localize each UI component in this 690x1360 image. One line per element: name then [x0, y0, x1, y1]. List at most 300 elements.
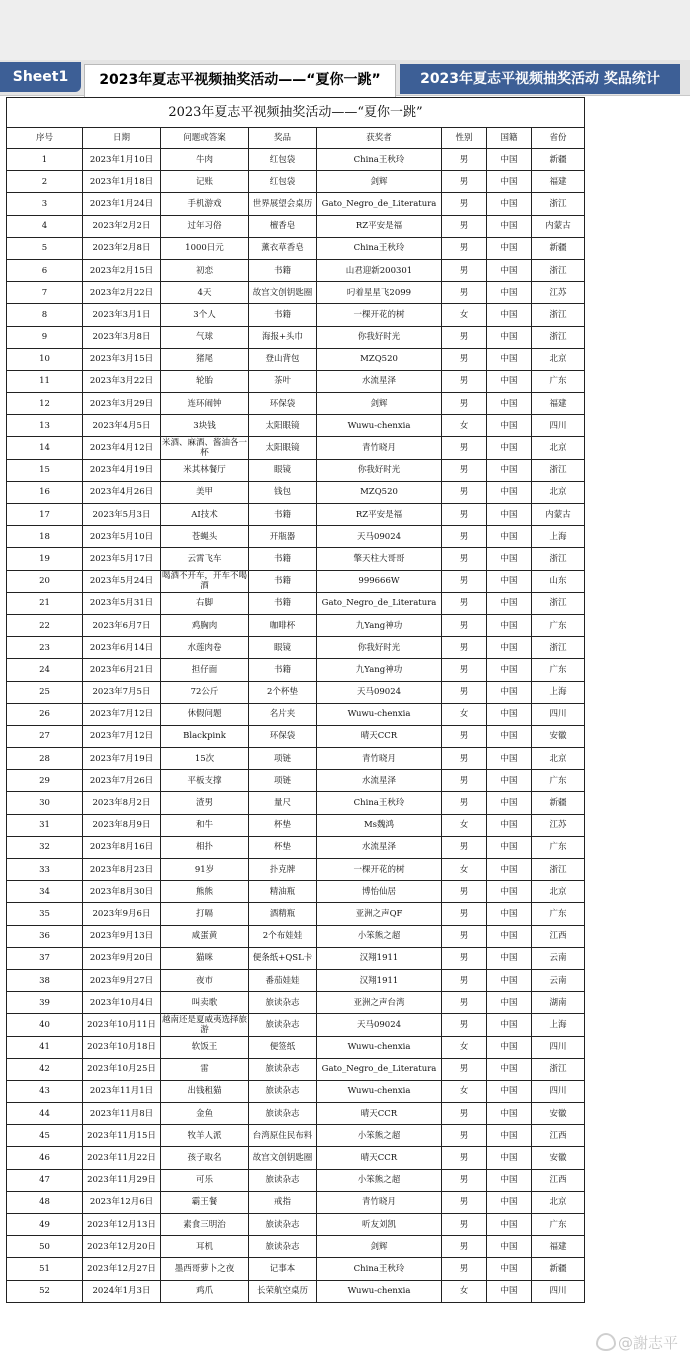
cell-date[interactable]: 2023年5月31日 [83, 592, 161, 614]
cell-prize[interactable]: 檀香皂 [249, 215, 317, 237]
cell-prize[interactable]: 海报+头巾 [249, 326, 317, 348]
cell-index[interactable]: 12 [7, 393, 83, 415]
cell-gender[interactable]: 女 [442, 415, 487, 437]
cell-question[interactable]: 3个人 [161, 304, 249, 326]
cell-gender[interactable]: 男 [442, 282, 487, 304]
cell-date[interactable]: 2023年1月18日 [83, 171, 161, 193]
cell-gender[interactable]: 男 [442, 548, 487, 570]
cell-winner[interactable]: 叼着星星飞2099 [317, 282, 442, 304]
cell-date[interactable]: 2023年8月30日 [83, 881, 161, 903]
cell-gender[interactable]: 男 [442, 570, 487, 592]
cell-prize[interactable]: 太阳眼镜 [249, 437, 317, 459]
cell-winner[interactable]: 亚洲之声台湾 [317, 992, 442, 1014]
cell-nationality[interactable]: 中国 [487, 437, 532, 459]
cell-nationality[interactable]: 中国 [487, 1125, 532, 1147]
cell-winner[interactable]: 天马09024 [317, 1014, 442, 1036]
cell-gender[interactable]: 男 [442, 1103, 487, 1125]
cell-index[interactable]: 47 [7, 1169, 83, 1191]
cell-index[interactable]: 28 [7, 748, 83, 770]
cell-index[interactable]: 40 [7, 1014, 83, 1036]
cell-province[interactable]: 广东 [532, 659, 585, 681]
cell-prize[interactable]: 杯垫 [249, 814, 317, 836]
cell-date[interactable]: 2023年10月11日 [83, 1014, 161, 1036]
cell-date[interactable]: 2023年2月15日 [83, 259, 161, 281]
cell-index[interactable]: 16 [7, 481, 83, 503]
cell-date[interactable]: 2023年5月10日 [83, 526, 161, 548]
cell-date[interactable]: 2023年11月8日 [83, 1103, 161, 1125]
cell-nationality[interactable]: 中国 [487, 149, 532, 171]
cell-question[interactable]: 初恋 [161, 259, 249, 281]
cell-question[interactable]: 鸡胸肉 [161, 614, 249, 636]
tab-sheet1[interactable]: Sheet1 [0, 62, 81, 92]
cell-gender[interactable]: 男 [442, 326, 487, 348]
cell-prize[interactable]: 咖啡杯 [249, 614, 317, 636]
cell-gender[interactable]: 男 [442, 504, 487, 526]
cell-question[interactable]: 牛肉 [161, 149, 249, 171]
cell-question[interactable]: 右脚 [161, 592, 249, 614]
cell-index[interactable]: 8 [7, 304, 83, 326]
cell-nationality[interactable]: 中国 [487, 393, 532, 415]
cell-winner[interactable]: 水流星泽 [317, 770, 442, 792]
cell-index[interactable]: 49 [7, 1214, 83, 1236]
cell-prize[interactable]: 2个布娃娃 [249, 925, 317, 947]
cell-question[interactable]: 72公斤 [161, 681, 249, 703]
cell-date[interactable]: 2023年10月4日 [83, 992, 161, 1014]
cell-winner[interactable]: 晴天CCR [317, 1147, 442, 1169]
cell-index[interactable]: 29 [7, 770, 83, 792]
cell-index[interactable]: 42 [7, 1058, 83, 1080]
cell-gender[interactable]: 男 [442, 992, 487, 1014]
cell-question[interactable]: 喝酒不开车，开车不喝酒 [162, 571, 248, 592]
cell-nationality[interactable]: 中国 [487, 1058, 532, 1080]
cell-nationality[interactable]: 中国 [487, 703, 532, 725]
cell-nationality[interactable]: 中国 [487, 259, 532, 281]
cell-question[interactable]: 15次 [161, 748, 249, 770]
cell-prize[interactable]: 书籍 [249, 659, 317, 681]
cell-gender[interactable]: 男 [442, 1169, 487, 1191]
cell-prize[interactable]: 红包袋 [249, 171, 317, 193]
cell-winner[interactable]: RZ平安是福 [317, 504, 442, 526]
cell-nationality[interactable]: 中国 [487, 992, 532, 1014]
cell-nationality[interactable]: 中国 [487, 548, 532, 570]
cell-index[interactable]: 24 [7, 659, 83, 681]
cell-index[interactable]: 48 [7, 1191, 83, 1213]
cell-province[interactable]: 北京 [532, 1191, 585, 1213]
cell-gender[interactable]: 男 [442, 659, 487, 681]
cell-province[interactable]: 安徽 [532, 1147, 585, 1169]
cell-gender[interactable]: 男 [442, 193, 487, 215]
cell-index[interactable]: 38 [7, 969, 83, 991]
cell-gender[interactable]: 男 [442, 1058, 487, 1080]
cell-winner[interactable]: 九Yang神功 [317, 614, 442, 636]
cell-province[interactable]: 新疆 [532, 792, 585, 814]
cell-gender[interactable]: 男 [442, 348, 487, 370]
cell-date[interactable]: 2023年4月5日 [83, 415, 161, 437]
cell-province[interactable]: 四川 [532, 415, 585, 437]
cell-date[interactable]: 2023年12月27日 [83, 1258, 161, 1280]
cell-prize[interactable]: 钱包 [249, 481, 317, 503]
cell-province[interactable]: 北京 [532, 748, 585, 770]
cell-gender[interactable]: 女 [442, 1280, 487, 1302]
cell-winner[interactable]: Wuwu-chenxia [317, 703, 442, 725]
cell-nationality[interactable]: 中国 [487, 237, 532, 259]
cell-date[interactable]: 2023年9月6日 [83, 903, 161, 925]
cell-index[interactable]: 35 [7, 903, 83, 925]
tab-prize-statistics[interactable]: 2023年夏志平视频抽奖活动 奖品统计 [400, 64, 680, 94]
cell-date[interactable]: 2023年5月3日 [83, 504, 161, 526]
cell-question[interactable]: Blackpink [161, 725, 249, 747]
cell-question[interactable]: 熊熊 [161, 881, 249, 903]
cell-province[interactable]: 北京 [532, 881, 585, 903]
cell-winner[interactable]: 水流星泽 [317, 836, 442, 858]
cell-question[interactable]: 素食三明治 [161, 1214, 249, 1236]
cell-question[interactable]: 气球 [161, 326, 249, 348]
cell-question[interactable]: 过年习俗 [161, 215, 249, 237]
cell-index[interactable]: 43 [7, 1080, 83, 1102]
cell-winner[interactable]: 亚洲之声QF [317, 903, 442, 925]
cell-gender[interactable]: 男 [442, 437, 487, 459]
cell-prize[interactable]: 书籍 [249, 592, 317, 614]
cell-question[interactable]: 担仔面 [161, 659, 249, 681]
cell-index[interactable]: 50 [7, 1236, 83, 1258]
cell-date[interactable]: 2023年4月12日 [83, 437, 161, 459]
cell-gender[interactable]: 男 [442, 925, 487, 947]
cell-date[interactable]: 2023年11月15日 [83, 1125, 161, 1147]
cell-question[interactable]: 轮胎 [161, 370, 249, 392]
cell-question[interactable]: 出钱租猫 [161, 1080, 249, 1102]
cell-winner[interactable]: Gato_Negro_de_Literatura [317, 1058, 442, 1080]
cell-province[interactable]: 湖南 [532, 992, 585, 1014]
cell-province[interactable]: 广东 [532, 903, 585, 925]
cell-index[interactable]: 5 [7, 237, 83, 259]
cell-province[interactable]: 广东 [532, 836, 585, 858]
cell-province[interactable]: 浙江 [532, 304, 585, 326]
cell-question[interactable]: AI技术 [161, 504, 249, 526]
cell-gender[interactable]: 男 [442, 171, 487, 193]
cell-index[interactable]: 4 [7, 215, 83, 237]
cell-nationality[interactable]: 中国 [487, 814, 532, 836]
cell-winner[interactable]: 擎天柱大哥哥 [317, 548, 442, 570]
cell-date[interactable]: 2023年2月22日 [83, 282, 161, 304]
cell-nationality[interactable]: 中国 [487, 215, 532, 237]
cell-question[interactable]: 夜市 [161, 969, 249, 991]
cell-province[interactable]: 内蒙古 [532, 504, 585, 526]
cell-nationality[interactable]: 中国 [487, 1280, 532, 1302]
cell-nationality[interactable]: 中国 [487, 748, 532, 770]
cell-gender[interactable]: 男 [442, 748, 487, 770]
cell-winner[interactable]: 你我好时光 [317, 326, 442, 348]
cell-winner[interactable]: 小笨熊之超 [317, 1125, 442, 1147]
cell-winner[interactable]: 你我好时光 [317, 637, 442, 659]
cell-index[interactable]: 17 [7, 504, 83, 526]
cell-prize[interactable]: 扑克牌 [249, 859, 317, 881]
cell-province[interactable]: 新疆 [532, 1258, 585, 1280]
cell-province[interactable]: 江苏 [532, 814, 585, 836]
cell-winner[interactable]: China王秋玲 [317, 1258, 442, 1280]
cell-winner[interactable]: 小笨熊之超 [317, 925, 442, 947]
cell-province[interactable]: 上海 [532, 526, 585, 548]
cell-date[interactable]: 2023年12月6日 [83, 1191, 161, 1213]
cell-gender[interactable]: 男 [442, 1236, 487, 1258]
cell-province[interactable]: 浙江 [532, 548, 585, 570]
cell-province[interactable]: 江西 [532, 1169, 585, 1191]
cell-prize[interactable]: 环保袋 [249, 725, 317, 747]
cell-question[interactable]: 墨西哥萝卜之夜 [161, 1258, 249, 1280]
cell-province[interactable]: 山东 [532, 570, 585, 592]
cell-nationality[interactable]: 中国 [487, 282, 532, 304]
cell-prize[interactable]: 旅读杂志 [249, 1014, 317, 1036]
cell-prize[interactable]: 旅读杂志 [249, 1169, 317, 1191]
cell-date[interactable]: 2023年11月1日 [83, 1080, 161, 1102]
cell-nationality[interactable]: 中国 [487, 526, 532, 548]
cell-gender[interactable]: 男 [442, 526, 487, 548]
cell-winner[interactable]: 天马09024 [317, 526, 442, 548]
cell-date[interactable]: 2023年8月16日 [83, 836, 161, 858]
cell-prize[interactable]: 故宫文创钥匙圈 [249, 1147, 317, 1169]
cell-winner[interactable]: Wuwu-chenxia [317, 1080, 442, 1102]
cell-winner[interactable]: Ms魏鸿 [317, 814, 442, 836]
cell-question[interactable]: 鸡爪 [161, 1280, 249, 1302]
cell-province[interactable]: 福建 [532, 1236, 585, 1258]
cell-prize[interactable]: 量尺 [249, 792, 317, 814]
cell-date[interactable]: 2023年7月26日 [83, 770, 161, 792]
cell-nationality[interactable]: 中国 [487, 1191, 532, 1213]
cell-date[interactable]: 2023年5月24日 [83, 570, 161, 592]
cell-prize[interactable]: 眼镜 [249, 637, 317, 659]
cell-prize[interactable]: 茶叶 [249, 370, 317, 392]
cell-nationality[interactable]: 中国 [487, 947, 532, 969]
cell-index[interactable]: 3 [7, 193, 83, 215]
cell-question[interactable]: 可乐 [161, 1169, 249, 1191]
cell-date[interactable]: 2023年6月21日 [83, 659, 161, 681]
cell-nationality[interactable]: 中国 [487, 1147, 532, 1169]
cell-province[interactable]: 上海 [532, 681, 585, 703]
cell-prize[interactable]: 精油瓶 [249, 881, 317, 903]
cell-gender[interactable]: 男 [442, 1258, 487, 1280]
cell-question[interactable]: 休假问题 [161, 703, 249, 725]
cell-winner[interactable]: Gato_Negro_de_Literatura [317, 193, 442, 215]
cell-question[interactable]: 4天 [161, 282, 249, 304]
cell-index[interactable]: 44 [7, 1103, 83, 1125]
cell-date[interactable]: 2023年4月26日 [83, 481, 161, 503]
cell-gender[interactable]: 男 [442, 237, 487, 259]
cell-gender[interactable]: 男 [442, 1125, 487, 1147]
cell-winner[interactable]: 博怡仙居 [317, 881, 442, 903]
cell-nationality[interactable]: 中国 [487, 836, 532, 858]
cell-question[interactable]: 91岁 [161, 859, 249, 881]
cell-nationality[interactable]: 中国 [487, 370, 532, 392]
cell-prize[interactable]: 杯垫 [249, 836, 317, 858]
cell-nationality[interactable]: 中国 [487, 881, 532, 903]
cell-nationality[interactable]: 中国 [487, 859, 532, 881]
cell-index[interactable]: 19 [7, 548, 83, 570]
cell-prize[interactable]: 长荣航空桌历 [249, 1280, 317, 1302]
cell-date[interactable]: 2023年3月8日 [83, 326, 161, 348]
cell-province[interactable]: 上海 [532, 1014, 585, 1036]
cell-winner[interactable]: 999666W [317, 570, 442, 592]
cell-question[interactable]: 渣男 [161, 792, 249, 814]
cell-index[interactable]: 23 [7, 637, 83, 659]
cell-nationality[interactable]: 中国 [487, 1258, 532, 1280]
cell-question[interactable]: 越南还是夏威夷选择旅游 [162, 1014, 248, 1035]
cell-question[interactable]: 连环闹钟 [161, 393, 249, 415]
cell-index[interactable]: 20 [7, 570, 83, 592]
cell-prize[interactable]: 书籍 [249, 570, 317, 592]
cell-gender[interactable]: 男 [442, 1147, 487, 1169]
cell-nationality[interactable]: 中国 [487, 614, 532, 636]
cell-prize[interactable]: 红包袋 [249, 149, 317, 171]
cell-date[interactable]: 2023年8月9日 [83, 814, 161, 836]
cell-question[interactable]: 雷 [161, 1058, 249, 1080]
cell-gender[interactable]: 男 [442, 259, 487, 281]
cell-province[interactable]: 新疆 [532, 237, 585, 259]
cell-prize[interactable]: 旅读杂志 [249, 1103, 317, 1125]
cell-winner[interactable]: 晴天CCR [317, 1103, 442, 1125]
cell-nationality[interactable]: 中国 [487, 592, 532, 614]
cell-question[interactable]: 咸蛋黄 [161, 925, 249, 947]
cell-province[interactable]: 浙江 [532, 1058, 585, 1080]
cell-index[interactable]: 22 [7, 614, 83, 636]
cell-date[interactable]: 2023年10月18日 [83, 1036, 161, 1058]
cell-nationality[interactable]: 中国 [487, 1080, 532, 1102]
cell-index[interactable]: 27 [7, 725, 83, 747]
cell-winner[interactable]: 九Yang神功 [317, 659, 442, 681]
cell-date[interactable]: 2023年6月7日 [83, 614, 161, 636]
cell-question[interactable]: 孩子取名 [161, 1147, 249, 1169]
cell-winner[interactable]: 一棵开花的树 [317, 304, 442, 326]
cell-prize[interactable]: 番茄娃娃 [249, 969, 317, 991]
cell-date[interactable]: 2023年11月22日 [83, 1147, 161, 1169]
cell-gender[interactable]: 男 [442, 792, 487, 814]
cell-gender[interactable]: 男 [442, 1014, 487, 1036]
cell-date[interactable]: 2023年12月20日 [83, 1236, 161, 1258]
cell-winner[interactable]: 青竹晓月 [317, 748, 442, 770]
cell-index[interactable]: 1 [7, 149, 83, 171]
cell-nationality[interactable]: 中国 [487, 725, 532, 747]
cell-province[interactable]: 四川 [532, 1280, 585, 1302]
cell-question[interactable]: 美甲 [161, 481, 249, 503]
cell-nationality[interactable]: 中国 [487, 681, 532, 703]
cell-prize[interactable]: 书籍 [249, 304, 317, 326]
cell-province[interactable]: 广东 [532, 614, 585, 636]
cell-index[interactable]: 52 [7, 1280, 83, 1302]
cell-gender[interactable]: 男 [442, 947, 487, 969]
cell-province[interactable]: 云南 [532, 969, 585, 991]
cell-province[interactable]: 江西 [532, 925, 585, 947]
cell-prize[interactable]: 旅读杂志 [249, 1058, 317, 1080]
cell-nationality[interactable]: 中国 [487, 348, 532, 370]
cell-question[interactable]: 苍蝇头 [161, 526, 249, 548]
cell-date[interactable]: 2023年7月5日 [83, 681, 161, 703]
cell-winner[interactable]: 汉翔1911 [317, 969, 442, 991]
cell-index[interactable]: 45 [7, 1125, 83, 1147]
cell-winner[interactable]: 天马09024 [317, 681, 442, 703]
cell-winner[interactable]: 青竹晓月 [317, 1191, 442, 1213]
cell-winner[interactable]: 青竹晓月 [317, 437, 442, 459]
cell-question[interactable]: 猪尾 [161, 348, 249, 370]
cell-gender[interactable]: 男 [442, 459, 487, 481]
cell-date[interactable]: 2023年8月23日 [83, 859, 161, 881]
cell-province[interactable]: 内蒙古 [532, 215, 585, 237]
cell-question[interactable]: 耳机 [161, 1236, 249, 1258]
cell-winner[interactable]: Wuwu-chenxia [317, 1036, 442, 1058]
cell-gender[interactable]: 男 [442, 969, 487, 991]
cell-prize[interactable]: 便签纸 [249, 1036, 317, 1058]
cell-prize[interactable]: 开瓶器 [249, 526, 317, 548]
cell-index[interactable]: 32 [7, 836, 83, 858]
cell-prize[interactable]: 世界展望会桌历 [249, 193, 317, 215]
cell-province[interactable]: 江苏 [532, 282, 585, 304]
cell-prize[interactable]: 登山背包 [249, 348, 317, 370]
cell-gender[interactable]: 男 [442, 370, 487, 392]
cell-prize[interactable]: 旅读杂志 [249, 1080, 317, 1102]
cell-province[interactable]: 北京 [532, 348, 585, 370]
cell-nationality[interactable]: 中国 [487, 792, 532, 814]
cell-winner[interactable]: 剑辉 [317, 1236, 442, 1258]
cell-gender[interactable]: 男 [442, 903, 487, 925]
cell-winner[interactable]: 听友刘凯 [317, 1214, 442, 1236]
cell-date[interactable]: 2023年7月12日 [83, 703, 161, 725]
cell-index[interactable]: 14 [7, 437, 83, 459]
cell-gender[interactable]: 女 [442, 1036, 487, 1058]
cell-index[interactable]: 15 [7, 459, 83, 481]
cell-prize[interactable]: 台湾原住民布料 [249, 1125, 317, 1147]
cell-province[interactable]: 浙江 [532, 259, 585, 281]
cell-gender[interactable]: 女 [442, 859, 487, 881]
cell-index[interactable]: 11 [7, 370, 83, 392]
cell-question[interactable]: 记账 [161, 171, 249, 193]
cell-date[interactable]: 2023年9月27日 [83, 969, 161, 991]
cell-province[interactable]: 福建 [532, 393, 585, 415]
cell-prize[interactable]: 戒指 [249, 1191, 317, 1213]
cell-index[interactable]: 6 [7, 259, 83, 281]
cell-winner[interactable]: MZQ520 [317, 348, 442, 370]
cell-gender[interactable]: 男 [442, 1214, 487, 1236]
cell-index[interactable]: 2 [7, 171, 83, 193]
cell-index[interactable]: 37 [7, 947, 83, 969]
cell-prize[interactable]: 眼镜 [249, 459, 317, 481]
cell-prize[interactable]: 书籍 [249, 548, 317, 570]
cell-date[interactable]: 2023年12月13日 [83, 1214, 161, 1236]
cell-nationality[interactable]: 中国 [487, 171, 532, 193]
cell-prize[interactable]: 薰衣草香皂 [249, 237, 317, 259]
cell-date[interactable]: 2023年1月24日 [83, 193, 161, 215]
cell-prize[interactable]: 酒精瓶 [249, 903, 317, 925]
cell-prize[interactable]: 项链 [249, 770, 317, 792]
cell-winner[interactable]: RZ平安是福 [317, 215, 442, 237]
cell-prize[interactable]: 项链 [249, 748, 317, 770]
cell-gender[interactable]: 男 [442, 481, 487, 503]
cell-date[interactable]: 2023年7月19日 [83, 748, 161, 770]
cell-gender[interactable]: 男 [442, 881, 487, 903]
cell-gender[interactable]: 男 [442, 149, 487, 171]
cell-index[interactable]: 41 [7, 1036, 83, 1058]
cell-nationality[interactable]: 中国 [487, 1014, 532, 1036]
cell-province[interactable]: 广东 [532, 770, 585, 792]
cell-index[interactable]: 13 [7, 415, 83, 437]
cell-gender[interactable]: 男 [442, 1191, 487, 1213]
cell-index[interactable]: 26 [7, 703, 83, 725]
cell-prize[interactable]: 太阳眼镜 [249, 415, 317, 437]
cell-winner[interactable]: 小笨熊之超 [317, 1169, 442, 1191]
cell-date[interactable]: 2023年4月19日 [83, 459, 161, 481]
cell-gender[interactable]: 男 [442, 393, 487, 415]
cell-index[interactable]: 9 [7, 326, 83, 348]
cell-gender[interactable]: 男 [442, 836, 487, 858]
cell-index[interactable]: 25 [7, 681, 83, 703]
cell-winner[interactable]: 水流星泽 [317, 370, 442, 392]
cell-province[interactable]: 四川 [532, 1036, 585, 1058]
